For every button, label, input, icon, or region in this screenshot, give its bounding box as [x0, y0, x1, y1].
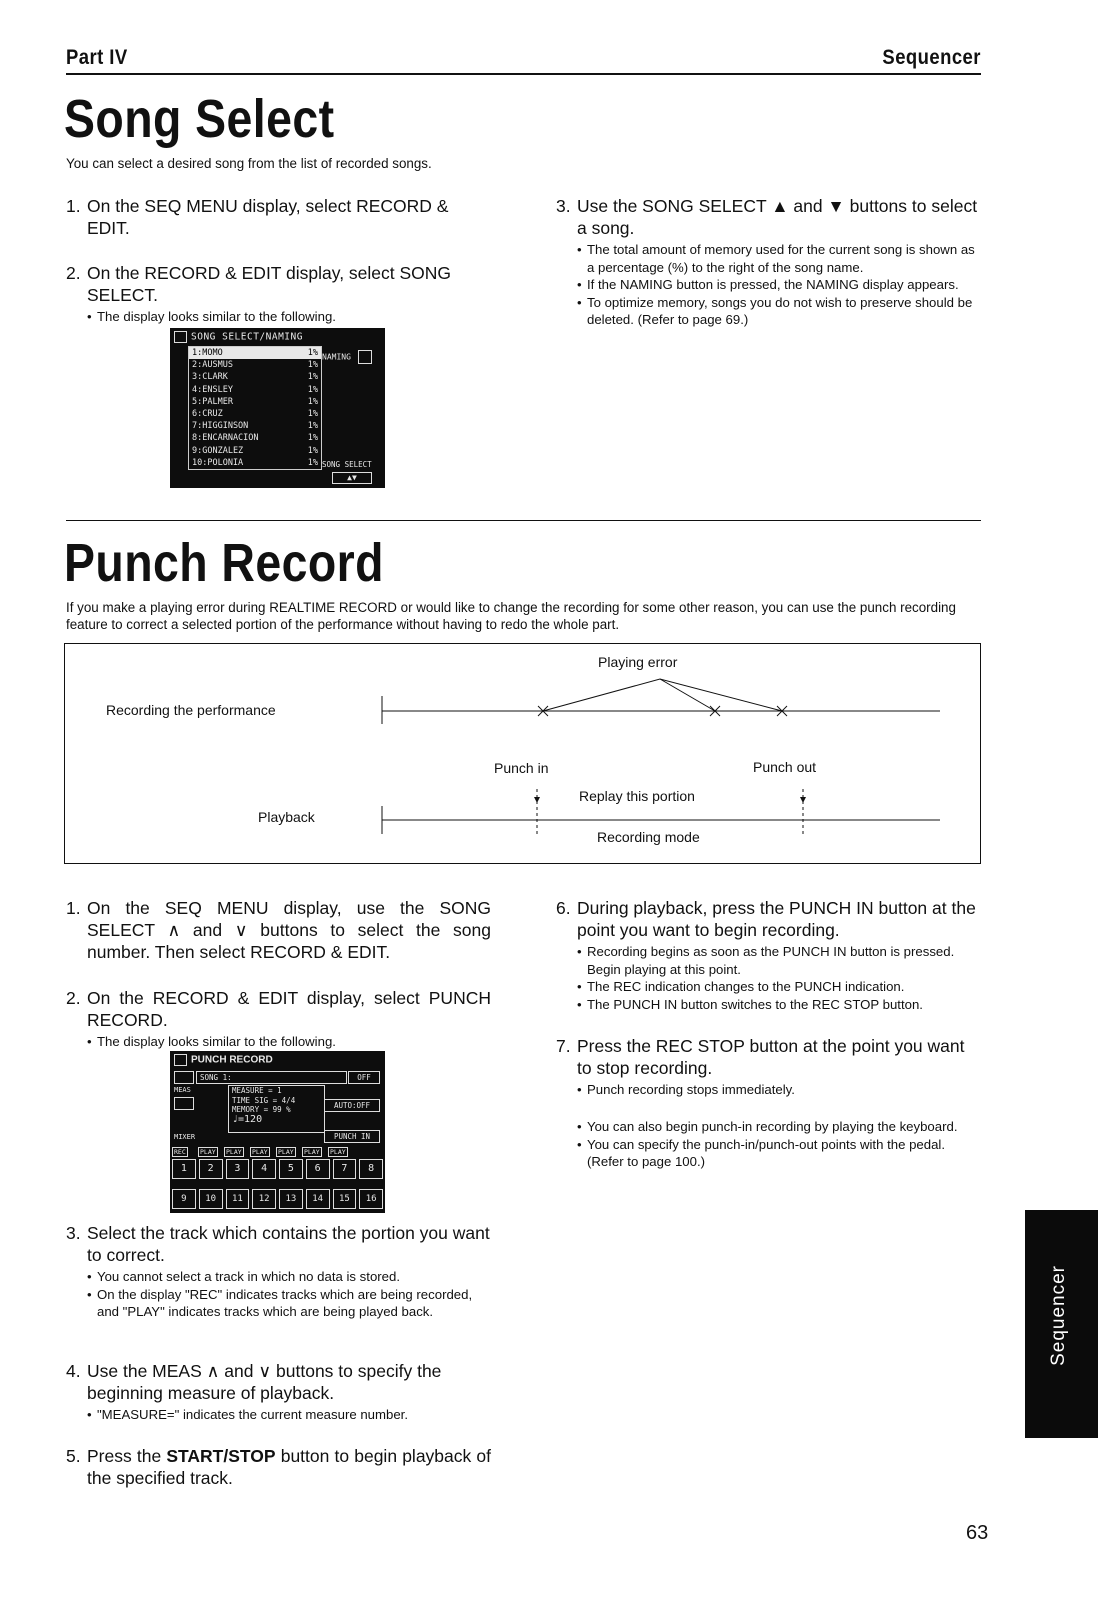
track-state: REC: [174, 1148, 186, 1156]
naming-button[interactable]: NAMING: [322, 350, 372, 364]
auto-off-button[interactable]: AUTO:OFF: [324, 1099, 380, 1112]
song-row[interactable]: 6:CRUZ 1%: [192, 409, 318, 420]
track-button[interactable]: 10: [199, 1189, 223, 1209]
punch-step-3: 3. Select the track which contains the portion you want to correct. • You cannot select a track in which no data is stored. • On the display "REC" indicates tracks which are being recorded, and "PLAY" indicates tracks which are being played back.: [66, 1222, 491, 1321]
song-select-step-3: 3. Use the SONG SELECT ▲ and ▼ buttons to select a song. • The total amount of memory used for the current song is shown as a percentage (%) to the right of the song name. • If the NAMING button is pressed, the NAMING display appears. • To optimize memory, songs you do not wish to preserve should be deleted. (Refer to page 69.): [556, 195, 981, 329]
section-divider: [66, 520, 981, 521]
song-row[interactable]: 3:CLARK 1%: [192, 372, 318, 383]
track-button[interactable]: 4: [252, 1159, 276, 1179]
punch-step-2: 2. On the RECORD & EDIT display, select PUNCH RECORD. • The display looks similar to the following.: [66, 987, 491, 1051]
track-row-1: [172, 1159, 383, 1179]
punch-record-intro: If you make a playing error during REALTIME RECORD or would like to change the recording for some other reason, you can use the punch recording feature to correct a selected portion of the performance without having to redo the whole part.: [66, 600, 956, 632]
note: • Recording begins as soon as the PUNCH IN button is pressed. Begin playing at this point.: [577, 943, 981, 978]
display-title: PUNCH RECORD: [191, 1054, 273, 1066]
note: • On the display "REC" indicates tracks which are being recorded, and "PLAY" indicates tracks which are being played back.: [87, 1286, 491, 1321]
track-state: PLAY: [200, 1148, 216, 1156]
punch-diagram-lines: [65, 644, 980, 863]
note: • To optimize memory, songs you do not wish to preserve should be deleted. (Refer to page 69.): [577, 294, 981, 329]
track-button[interactable]: 5: [279, 1159, 303, 1179]
song-row[interactable]: 10:POLONIA 1%: [192, 457, 318, 468]
song-row[interactable]: 5:PALMER 1%: [192, 396, 318, 407]
song-row[interactable]: 9:GONZALEZ 1%: [192, 445, 318, 456]
section-label: Sequencer: [882, 46, 981, 69]
track-state: PLAY: [252, 1148, 268, 1156]
song-select-step-1: 1. On the SEQ MENU display, select RECORD & EDIT.: [66, 196, 449, 238]
punch-out-label: Punch out: [753, 759, 817, 775]
punch-record-display: [170, 1051, 385, 1213]
playback-label: Playback: [258, 809, 315, 825]
track-state: PLAY: [330, 1148, 346, 1156]
punch-in-label: Punch in: [494, 760, 549, 776]
up-down-arrows-icon: ▲▼: [347, 473, 357, 482]
punch-step-1: 1. On the SEQ MENU display, use the SONG SELECT ∧ and ∨ buttons to select the song number. Then select RECORD & EDIT.: [66, 898, 491, 962]
track-button[interactable]: 12: [252, 1189, 276, 1209]
track-button[interactable]: 8: [359, 1159, 383, 1179]
song-field: SONG 1:: [196, 1071, 347, 1084]
note: • "MEASURE=" indicates the current measure number.: [87, 1406, 491, 1424]
song-select-label: SONG SELECT: [322, 460, 372, 469]
punch-step-6: 6. During playback, press the PUNCH IN button at the point you want to begin recording. • Recording begins as soon as the PUNCH IN button is pressed. Begin playing at this point. • The REC indication changes to the PUNCH indication. • The PUNCH IN button switches to the REC STOP button.: [556, 897, 981, 1013]
note: • Punch recording stops immediately.: [577, 1081, 981, 1099]
note: • You can also begin punch-in recording by playing the keyboard.: [577, 1118, 981, 1136]
track-state: PLAY: [304, 1148, 320, 1156]
meas-label: MEAS: [174, 1086, 191, 1094]
start-stop-label: START/STOP: [166, 1446, 276, 1466]
track-button[interactable]: 7: [333, 1159, 357, 1179]
mixer-button[interactable]: MIXER: [174, 1133, 196, 1141]
song-select-button[interactable]: [174, 1071, 194, 1084]
punch-step-5: 5. Press the START/STOP button to begin playback of the specified track.: [66, 1446, 491, 1488]
track-row-2: [172, 1189, 383, 1209]
header-rule: [66, 73, 981, 75]
punch-in-button[interactable]: PUNCH IN: [324, 1130, 380, 1143]
track-state: PLAY: [226, 1148, 242, 1156]
song-row[interactable]: 4:ENSLEY 1%: [192, 384, 318, 395]
song-select-up-down-button[interactable]: [332, 472, 372, 484]
display-icon: [174, 331, 187, 343]
measure-info: MEASURE = 1 TIME SIG = 4/4 MEMORY = 99 % ♩=120: [228, 1085, 325, 1133]
punch-record-title: Punch Record: [64, 533, 384, 593]
song-row-selected[interactable]: 1:MOMO 1%: [189, 347, 321, 359]
track-button[interactable]: 14: [306, 1189, 330, 1209]
replay-portion-label: Replay this portion: [579, 788, 695, 804]
recording-performance-label: Recording the performance: [106, 702, 276, 718]
punch-step-4: 4. Use the MEAS ∧ and ∨ buttons to specify the beginning measure of playback. • "MEASURE=" indicates the current measure number.: [66, 1360, 491, 1424]
note: • The REC indication changes to the PUNCH indication.: [577, 978, 981, 996]
punch-step-7: 7. Press the REC STOP button at the point you want to stop recording. • Punch recording stops immediately.: [556, 1035, 981, 1099]
song-row[interactable]: 2:AUSMUS 1%: [192, 360, 318, 371]
part-label: Part IV: [66, 46, 128, 69]
track-button[interactable]: 1: [172, 1159, 196, 1179]
song-row[interactable]: 8:ENCARNACION 1%: [192, 433, 318, 444]
note: • The PUNCH IN button switches to the REC STOP button.: [577, 996, 981, 1014]
display-icon: [174, 1054, 187, 1066]
song-select-step-2: 2. On the RECORD & EDIT display, select SONG SELECT. • The display looks similar to the following.: [66, 262, 491, 326]
playing-error-label: Playing error: [598, 654, 678, 670]
track-button[interactable]: 2: [199, 1159, 223, 1179]
sequencer-side-tab: [1025, 1210, 1098, 1438]
track-button[interactable]: 11: [226, 1189, 250, 1209]
track-button[interactable]: 3: [226, 1159, 250, 1179]
off-button[interactable]: OFF: [348, 1071, 380, 1084]
side-tab-label: Sequencer: [1048, 1265, 1069, 1366]
recording-mode-label: Recording mode: [597, 829, 700, 845]
note: • The display looks similar to the following.: [87, 1033, 491, 1051]
track-state: PLAY: [278, 1148, 294, 1156]
song-select-intro: You can select a desired song from the list of recorded songs.: [66, 156, 432, 171]
song-select-title: Song Select: [64, 89, 335, 149]
meas-button[interactable]: [174, 1097, 194, 1110]
song-row[interactable]: 7:HIGGINSON 1%: [192, 421, 318, 432]
note: • If the NAMING button is pressed, the NAMING display appears.: [577, 276, 981, 294]
song-select-display: [170, 328, 385, 488]
display-title: SONG SELECT/NAMING: [191, 331, 303, 343]
track-button[interactable]: 6: [306, 1159, 330, 1179]
track-button[interactable]: 15: [333, 1189, 357, 1209]
naming-icon: [358, 350, 372, 364]
track-button[interactable]: 13: [279, 1189, 303, 1209]
punch-diagram: [64, 643, 981, 864]
note: • The display looks similar to the following.: [87, 308, 491, 326]
song-list[interactable]: [188, 346, 322, 470]
track-button[interactable]: 9: [172, 1189, 196, 1209]
extra-notes: [577, 1116, 981, 1171]
track-button[interactable]: 16: [359, 1189, 383, 1209]
note: • You can specify the punch-in/punch-out points with the pedal. (Refer to page 100.): [577, 1136, 981, 1171]
page-number: 63: [966, 1522, 989, 1544]
note: • The total amount of memory used for the current song is shown as a percentage (%) to the right of the song name.: [577, 241, 981, 276]
note: • You cannot select a track in which no data is stored.: [87, 1268, 491, 1286]
